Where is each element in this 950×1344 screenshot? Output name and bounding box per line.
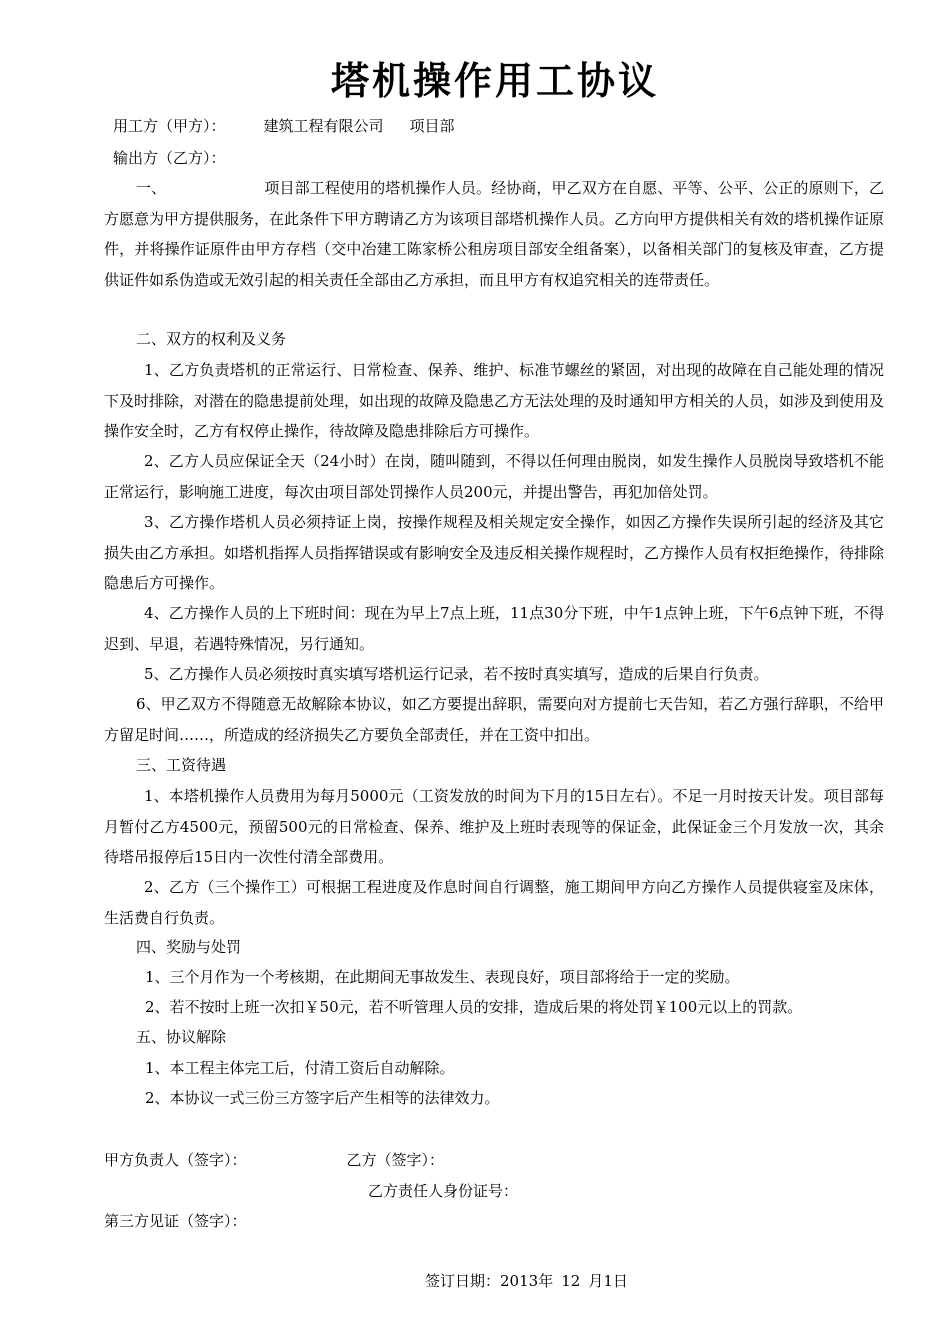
- section-1-text: 项目部工程使用的塔机操作人员。经协商，甲乙双方在自愿、平等、公平、公正的原则下，乙方愿意为甲方提供服务，在此条件下甲方聘请乙方为该项目部塔机操作人员。乙方向甲方提供相关有效的塔机操作证原件，并将操作证原件由甲方存档（交中冶建工陈家桥公租房项目部安全组备案），以备相关部门的复核及审查，乙方提供证件如系伪造或无效引起的相关责任全部由乙方承担，而且甲方有权追究相关的连带责任。: [104, 179, 885, 289]
- section-5-item-2: 2、本协议一式三份三方签字后产生相等的法律效力。: [145, 1089, 500, 1107]
- document-title: 塔机操作用工协议: [330, 59, 659, 103]
- party-a-label: 用工方（甲方）：: [113, 117, 226, 135]
- section-5-item-1: 1、本工程主体完工后，付清工资后自动解除。: [145, 1059, 455, 1077]
- party-b-label: 输出方（乙方）：: [113, 149, 226, 167]
- signing-year: 2013: [500, 1272, 539, 1290]
- section-3-item-1: 1、本塔机操作人员费用为每月5000元（工资发放的时间为下月的15日左右）。不足一月时按天计发。项目部每月暂付乙方4500元，预留500元的日常检查、保养、维护及上班时表现等的保证金，此保证金三个月发放一次，其余待塔吊报停后15日内一次性付清全部费用。: [104, 787, 884, 866]
- section-2-item-1: 1、乙方负责塔机的正常运行、日常检查、保养、维护、标准节螺丝的紧固，对出现的故障在自己能处理的情况下及时排除，对潜在的隐患提前处理，如出现的故障及隐患乙方无法处理的及时通知甲方相关的人员，如涉及到使用及操作安全时，乙方有权停止操作，待故障及隐患排除后方可操作。: [104, 361, 885, 440]
- section-1-paragraph: [104, 173, 884, 295]
- section-5-heading: 五、协议解除: [136, 1028, 227, 1046]
- signature-line-1: [104, 1150, 444, 1170]
- signing-date: [425, 1271, 628, 1291]
- section-2-heading: 二、双方的权利及义务: [136, 330, 287, 348]
- section-2-item-4: 4、乙方操作人员的上下班时间：现在为早上7点上班，11点30分下班，中午1点钟上班，下午6点钟下班，不得迟到、早退，若遇特殊情况，另行通知。: [104, 604, 884, 653]
- party-b-id-label: 乙方责任人身份证号：: [368, 1182, 519, 1200]
- party-b-signature-label: 乙方（签字）：: [346, 1151, 445, 1169]
- section-2-item-2: 2、乙方人员应保证全天（24小时）在岗，随叫随到，不得以任何理由脱岗，如发生操作人员脱岗导致塔机不能正常运行，影响施工进度，每次由项目部处罚操作人员200元，并提出警告，再犯加倍处罚。: [104, 452, 884, 501]
- party-a-signature-label: 甲方负责人（签字）：: [104, 1151, 247, 1169]
- section-4-item-2: 2、若不按时上班一次扣￥50元，若不听管理人员的安排，造成后果的将处罚￥100元以上的罚款。: [145, 998, 803, 1016]
- signing-month-unit: 月: [588, 1272, 604, 1290]
- section-3-heading: 三、工资待遇: [136, 756, 227, 774]
- section-4-item-1: 1、三个月作为一个考核期，在此期间无事故发生、表现良好，项目部将给于一定的奖励。: [145, 968, 740, 986]
- signing-month: 12: [561, 1272, 581, 1290]
- section-2-item-5: 5、乙方操作人员必须按时真实填写塔机运行记录，若不按时真实填写，造成的后果自行负责。: [144, 665, 769, 683]
- signing-day-unit: 日: [612, 1272, 628, 1290]
- signing-day: 1: [603, 1272, 613, 1290]
- section-4-heading: 四、奖励与处罚: [136, 938, 242, 956]
- party-a-line: [113, 116, 455, 136]
- section-2-item-3: 3、乙方操作塔机人员必须持证上岗，按操作规程及相关规定安全操作，如因乙方操作失误所引起的经济及其它损失由乙方承担。如塔机指挥人员指挥错误或有影响安全及违反相关操作规程时，乙方操作人员有权拒绝操作，待排除隐患后方可操作。: [104, 513, 885, 592]
- party-a-dept: 项目部: [409, 117, 455, 135]
- section-3-item-2: 2、乙方（三个操作工）可根据工程进度及作息时间自行调整，施工期间甲方向乙方操作人员提供寝室及床体，生活费自行负责。: [104, 878, 884, 927]
- signing-year-unit: 年: [538, 1272, 554, 1290]
- party-a-company: 建筑工程有限公司: [263, 117, 384, 135]
- signing-date-label: 签订日期：: [425, 1272, 501, 1290]
- party-b-line: [113, 148, 226, 168]
- witness-signature-label: 第三方见证（签字）：: [104, 1212, 247, 1230]
- section-1-number: 一、: [136, 179, 167, 197]
- section-2-item-6: 6、甲乙双方不得随意无故解除本协议，如乙方要提出辞职，需要向对方提前七天告知，若乙方强行辞职，不给甲方留足时间……，所造成的经济损失乙方要负全部责任，并在工资中扣出。: [104, 695, 884, 744]
